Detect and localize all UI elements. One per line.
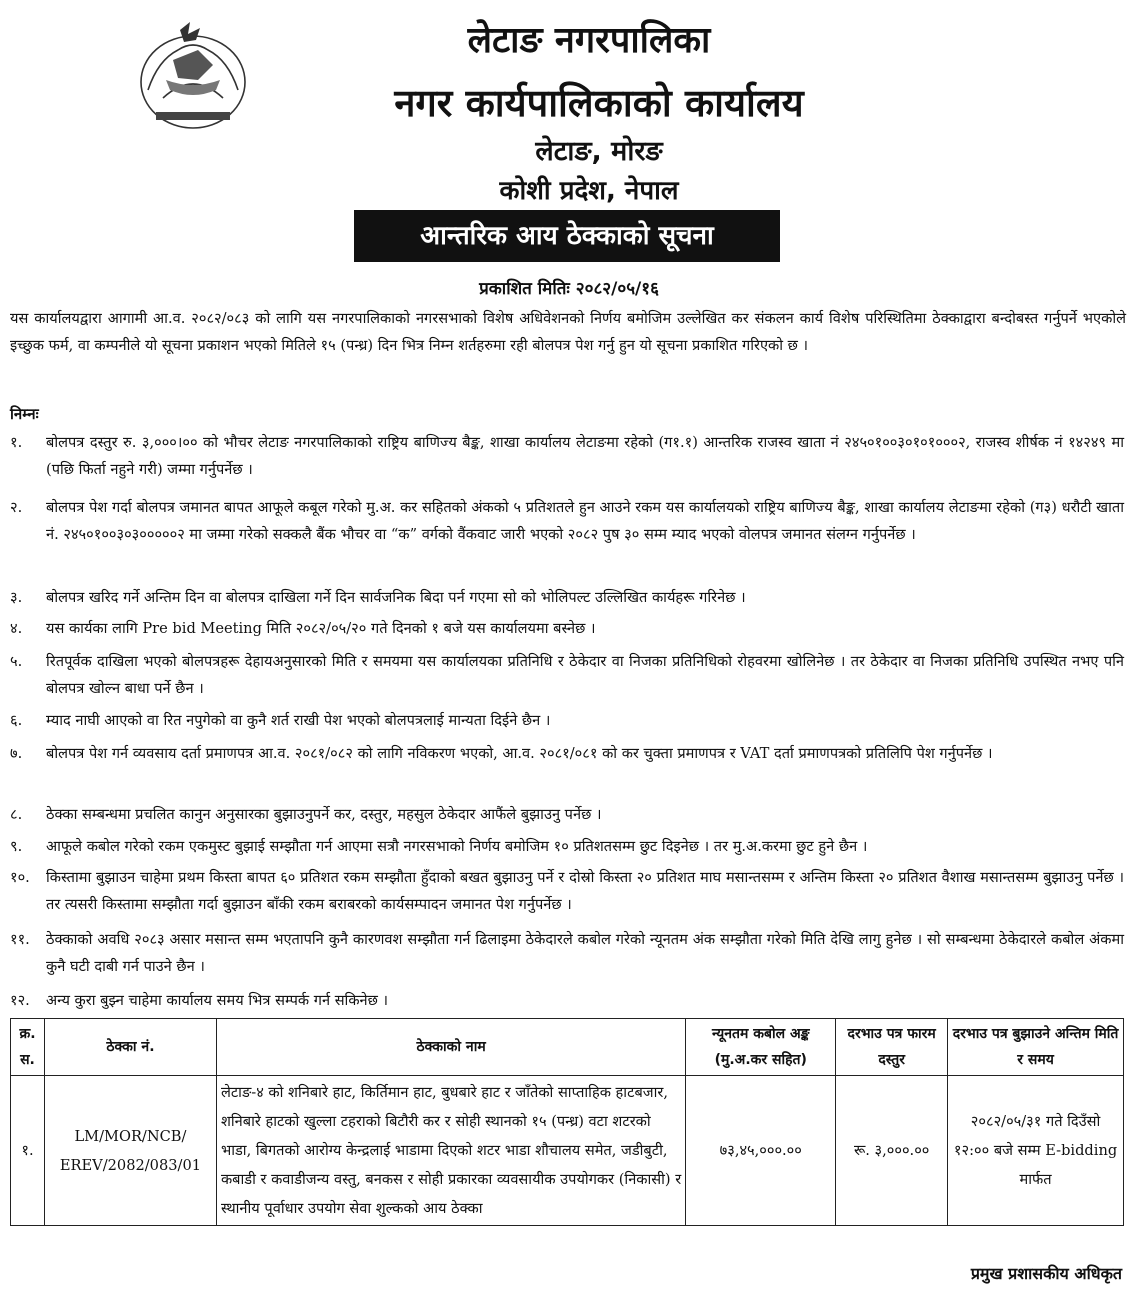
condition-number: ६. <box>10 712 23 729</box>
table-header-row <box>11 1019 1124 1076</box>
condition-number: ११. <box>10 931 30 948</box>
province-country: कोशी प्रदेश, नेपाल <box>499 176 679 206</box>
col-header-form-fee: दरभाउ पत्र फारम दस्तुर <box>836 1019 948 1076</box>
cell-min-bid: ७३,४५,०००.०० <box>686 1076 836 1226</box>
tender-table <box>10 1018 1124 1226</box>
office-location: लेटाङ, मोरङ <box>535 136 663 167</box>
municipality-name: लेटाङ नगरपालिका <box>467 20 711 61</box>
condition-number: १०. <box>10 869 30 886</box>
condition-number: ५. <box>10 653 23 670</box>
condition-text: ठेक्काको अवधि २०८३ असार मसान्त सम्म भएतापनि कुनै कारणवश सम्झौता गर्न ढिलाइमा ठेकेदारले कबोल गरेको न्यूनतम अंक सम्झौता गरेको मिति देखि लागु हुनेछ । सो सम्बन्धमा ठेकेदारले कबोल अंकमा कुनै घटी दाबी गर्न पाउने छैन । <box>46 931 1124 975</box>
condition-number: ८. <box>10 806 23 823</box>
condition-number: ९. <box>10 838 23 855</box>
condition-text: किस्तामा बुझाउन चाहेमा प्रथम किस्ता बापत ६० प्रतिशत रकम सम्झौता हुँदाको बखत बुझाउनु पर्ने र दोस्रो किस्ता २० प्रतिशत माघ मसान्तसम्म र अन्तिम किस्ता २० प्रतिशत वैशाख मसान्तसम्म बुझाउनु पर्नेछ । तर त्यसरी किस्तामा सम्झौता गर्दा बुझाउन बाँकी रकम बराबरको कार्यसम्पादन जमानत पेश गर्नुपर्नेछ । <box>46 869 1124 913</box>
cell-sn: १. <box>11 1076 45 1226</box>
col-header-min-bid: न्यूनतम कबोल अङ्क (मु.अ.कर सहित) <box>686 1019 836 1076</box>
col-header-deadline: दरभाउ पत्र बुझाउने अन्तिम मिति र समय <box>948 1019 1124 1076</box>
condition-text: यस कार्यका लागि Pre bid Meeting मिति २०८२/०५/२० गते दिनको १ बजे यस कार्यालयमा बस्नेछ । <box>46 620 596 637</box>
published-date: प्रकाशित मितिः २०८२/०५/१६ <box>479 279 659 299</box>
table-row <box>11 1076 1124 1226</box>
condition-text: बोलपत्र दस्तुर रु. ३,०००।०० को भौचर लेटाङ नगरपालिकाको राष्ट्रिय बाणिज्य बैङ्क, शाखा कार्यालय लेटाङमा रहेको (ग१.१) आन्तरिक राजस्व खाता नं २४५०१००३०१०१०००२, राजस्व शीर्षक नं १४२४९ मा (पछि फिर्ता नहुने गरी) जम्मा गर्नुपर्नेछ । <box>46 434 1124 478</box>
condition-text: आफूले कबोल गरेको रकम एकमुस्ट बुझाई सम्झौता गर्न आएमा सत्रौ नगरसभाको निर्णय बमोजिम १० प्रतिशतसम्म छुट दिइनेछ । तर मु.अ.करमा छुट हुने छैन । <box>46 838 868 855</box>
condition-text: रितपूर्वक दाखिला भएको बोलपत्रहरू देहायअनुसारको मिति र समयमा यस कार्यालयका प्रतिनिधि र ठेकेदार वा निजका प्रतिनिधिको रोहवरमा खोलिनेछ । तर ठेकेदार वा निजका प्रतिनिधि उपस्थित नभए पनि बोलपत्र खोल्न बाधा पर्ने छैन । <box>46 653 1124 697</box>
condition-number: १. <box>10 434 23 451</box>
cell-contract-name: लेटाङ-४ को शनिबारे हाट, किर्तिमान हाट, बुधबारे हाट र जाँतेको साप्ताहिक हाटबजार, शनिबारे हाटको खुल्ला टहराको बिटौरी कर र सोही स्थानको १५ (पन्ध्र) वटा शटरको भाडा, बिगतको आरोग्य केन्द्रलाई भाडामा दिएको शटर भाडा शौचालय समेत, जडीबुटी, कबाडी र कवाडीजन्य वस्तु, बनकस र सोही प्रकारका व्यवसायीक उपयोगकर (निकासी) र स्थानीय पूर्वाधार उपयोग सेवा शुल्कको आय ठेक्का <box>216 1076 685 1226</box>
signatory-title: प्रमुख प्रशासकीय अधिकृत <box>970 1264 1122 1283</box>
col-header-contract-no: ठेक्का नं. <box>44 1019 216 1076</box>
condition-text: बोलपत्र खरिद गर्ने अन्तिम दिन वा बोलपत्र दाखिला गर्ने दिन सार्वजनिक बिदा पर्न गएमा सो को भोलिपल्ट उल्लिखित कार्यहरू गरिनेछ । <box>46 589 746 606</box>
condition-text: म्याद नाघी आएको वा रित नपुगेको वा कुनै शर्त राखी पेश भएको बोलपत्रलाई मान्यता दिईने छैन । <box>46 712 551 729</box>
intro-paragraph: यस कार्यालयद्वारा आगामी आ.व. २०८२/०८३ को लागि यस नगरपालिकाको नगरसभाको विशेष अधिवेशनको निर्णय बमोजिम उल्लेखित कर संकलन कार्य विशेष परिस्थितिमा ठेक्काद्वारा बन्दोबस्त गर्नुपर्ने भएकोले इच्छुक फर्म, वा कम्पनीले यो सूचना प्रकाशन भएको मितिले १५ (पन्ध्र) दिन भित्र निम्न शर्तहरुमा रही बोलपत्र पेश गर्नु हुन यो सूचना प्रकाशित गरिएको छ । <box>10 310 1126 354</box>
condition-text: ठेक्का सम्बन्धमा प्रचलित कानुन अनुसारका बुझाउनुपर्ने कर, दस्तुर, महसुल ठेकेदार आफैंले बुझाउनु पर्नेछ । <box>46 806 602 823</box>
condition-text: बोलपत्र पेश गर्दा बोलपत्र जमानत बापत आफूले कबूल गरेको मु.अ. कर सहितको अंकको ५ प्रतिशतले हुन आउने रकम यस कार्यालयको राष्ट्रिय बाणिज्य बैङ्क, शाखा कार्यालय लेटाङमा रहेको (ग३) धरौटी खाता नं. २४५०१००३०३०००००२ मा जम्मा गरेको सक्कलै बैंक भौचर वा “क” वर्गको वैंकवाट जारी भएको २०८२ पुष ३० सम्म म्याद भएको वोलपत्र जमानत संलग्न गर्नुपर्नेछ । <box>46 499 1124 543</box>
condition-number: २. <box>10 499 23 516</box>
condition-number: ७. <box>10 745 23 762</box>
condition-number: १२. <box>10 992 30 1009</box>
cell-form-fee: रू. ३,०००.०० <box>836 1076 948 1226</box>
condition-text: अन्य कुरा बुझ्न चाहेमा कार्यालय समय भित्र सम्पर्क गर्न सकिनेछ । <box>46 992 389 1009</box>
conditions-heading: निम्नः <box>10 405 39 423</box>
cell-contract-no: LM/MOR/NCB/ EREV/2082/083/01 <box>44 1076 216 1226</box>
col-header-contract-name: ठेक्काको नाम <box>216 1019 685 1076</box>
office-name: नगर कार्यपालिकाको कार्यालय <box>394 81 804 125</box>
cell-deadline: २०८२/०५/३१ गते दिउँसो १२:०० बजे सम्म E-bidding मार्फत <box>948 1076 1124 1226</box>
condition-text: बोलपत्र पेश गर्न व्यवसाय दर्ता प्रमाणपत्र आ.व. २०८१/०८२ को लागि नविकरण भएको, आ.व. २०८१/०८१ को कर चुक्ता प्रमाणपत्र र VAT दर्ता प्रमाणपत्रको प्रतिलिपि पेश गर्नुपर्नेछ । <box>46 745 993 762</box>
condition-number: ३. <box>10 589 23 606</box>
col-header-sn: क्र. स. <box>11 1019 45 1076</box>
condition-number: ४. <box>10 620 23 637</box>
notice-title-banner: आन्तरिक आय ठेक्काको सूचना <box>354 210 780 262</box>
